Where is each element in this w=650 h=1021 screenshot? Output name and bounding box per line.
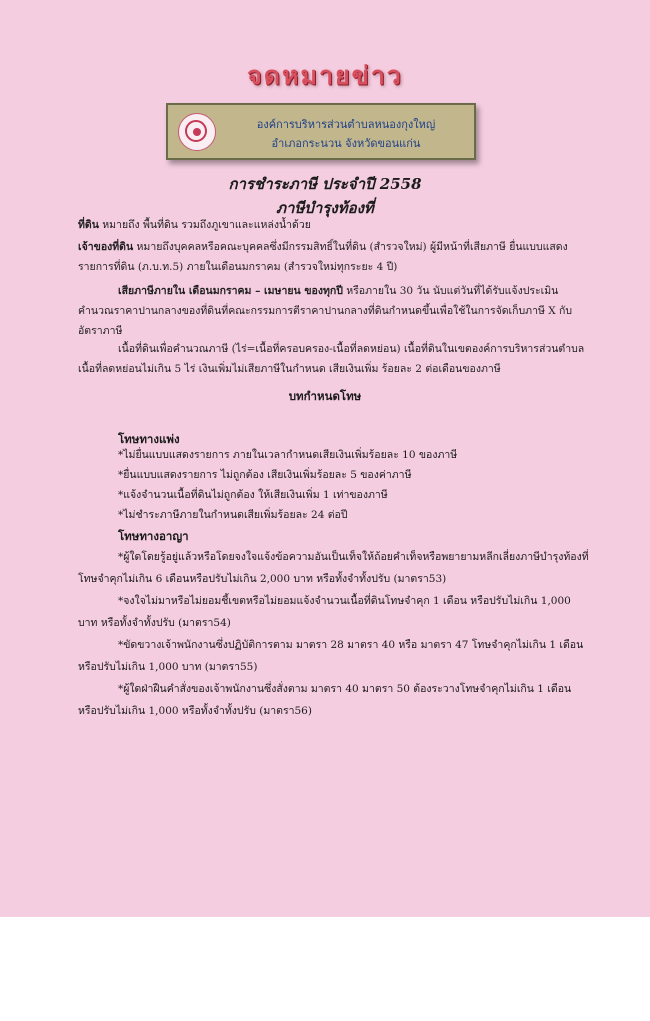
calculation-paragraph: เนื้อที่ดินเพื่อคำนวณภาษี (ไร่=เนื้อที่ครอบครอง-เนื้อที่ลดหย่อน) เนื้อที่ดินในเขตองค์การบริหารส่วนตำบล เนื้อที่ลดหย่อนไม่เกิน 5 ไร่ เงินเพิ่มไม่เสียภาษีในกำหนด เสียเงินเพิ่ม ร้อยละ 2 ต่อเดือนของภาษี	[78, 343, 585, 375]
civil-penalty-item: *ไม่ชำระภาษีภายในกำหนดเสียเพิ่มร้อยละ 24 ต่อปี	[118, 509, 348, 521]
organization-banner	[166, 103, 476, 160]
civil-penalty-title: โทษทางแพ่ง	[118, 432, 180, 446]
newsletter-masthead: จดหมายข่าว	[247, 61, 403, 90]
criminal-penalty-item: *ผู้ใดฝ่าฝืนคำสั่งของเจ้าพนักงานซึ่งสั่งตาม มาตรา 40 มาตรา 50 ต้องระวางโทษจำคุกไม่เกิน 1 เดือนหรือปรับไม่เกิน 1,000 หรือทั้งจำทั้งปรับ (มาตรา56)	[78, 683, 572, 717]
civil-penalty-item: *ไม่ยื่นแบบแสดงรายการ ภายในเวลากำหนดเสียเงินเพิ่มร้อยละ 10 ของภาษี	[118, 449, 458, 461]
criminal-penalty-item: *ผู้ใดโดยรู้อยู่แล้วหรือโดยจงใจแจ้งข้อความอันเป็นเท็จให้ถ้อยคำเท็จหรือพยายามหลีกเลี่ยงภาษีบำรุงท้องที่โทษจำคุกไม่เกิน 6 เดือนหรือปรับไม่เกิน 2,000 บาท หรือทั้งจำทั้งปรับ (มาตรา53)	[78, 551, 589, 585]
criminal-penalty-item: *ขัดขวางเจ้าพนักงานซึ่งปฏิบัติการตาม มาตรา 28 มาตรา 40 หรือ มาตรา 47 โทษจำคุกไม่เกิน 1 เดือน หรือปรับไม่เกิน 1,000 บาท (มาตรา55)	[78, 639, 584, 673]
criminal-penalty-item: *จงใจไม่มาหรือไม่ยอมชี้เขตหรือไม่ยอมแจ้งจำนวนเนื้อที่ดินโทษจำคุก 1 เดือน หรือปรับไม่เกิน 1,000 บาท หรือทั้งจำทั้งปรับ (มาตรา54)	[78, 595, 571, 629]
seal-icon	[178, 113, 216, 151]
criminal-penalty-title: โทษทางอาญา	[118, 529, 189, 543]
definition-land	[78, 215, 590, 235]
penalties-title: บทกำหนดโทษ	[288, 389, 362, 403]
organization-name: องค์การบริหารส่วนตำบลหนองกุงใหญ่	[256, 118, 436, 131]
definition-owner-term: เจ้าของที่ดิน	[78, 241, 134, 253]
page-subtitle: ภาษีบำรุงท้องที่	[276, 199, 374, 217]
page-title: การชำระภาษี ประจำปี 2558	[228, 175, 422, 193]
civil-penalty-item: *แจ้งจำนวนเนื้อที่ดินไม่ถูกต้อง ให้เสียเงินเพิ่ม 1 เท่าของภาษี	[118, 489, 388, 501]
payment-paragraph	[78, 281, 590, 341]
definition-owner-text: หมายถึงบุคคลหรือคณะบุคคลซึ่งมีกรรมสิทธิ์ในที่ดิน (สำรวจใหม่) ผู้มีหน้าที่เสียภาษี ยื่นแบบแสดงรายการที่ดิน (ภ.บ.ท.5) ภายในเดือนมกราคม (สำรวจใหม่ทุกระยะ 4 ปี)	[78, 241, 568, 273]
payment-text: หรือภายใน 30 วัน นับแต่วันที่ได้รับแจ้งประเมินคำนวณราคาปานกลางของที่ดินที่คณะกรรมการตีราคาปานกลางที่ดินกำหนดขึ้นเพื่อใช้ในการจัดเก็บภาษี X กับอัตราภาษี	[78, 285, 573, 337]
payment-period: เสียภาษีภายใน เดือนมกราคม – เมษายน ของทุกปี	[118, 285, 343, 297]
definition-owner	[78, 237, 590, 277]
civil-penalty-item: *ยื่นแบบแสดงรายการ ไม่ถูกต้อง เสียเงินเพิ่มร้อยละ 5 ของค่าภาษี	[118, 469, 412, 481]
definition-land-text: หมายถึง พื้นที่ดิน รวมถึงภูเขาและแหล่งน้ำด้วย	[98, 219, 311, 231]
seal-center	[193, 128, 201, 136]
definition-land-term: ที่ดิน	[78, 219, 99, 231]
organization-district: อำเภอกระนวน จังหวัดขอนแก่น	[271, 137, 421, 150]
